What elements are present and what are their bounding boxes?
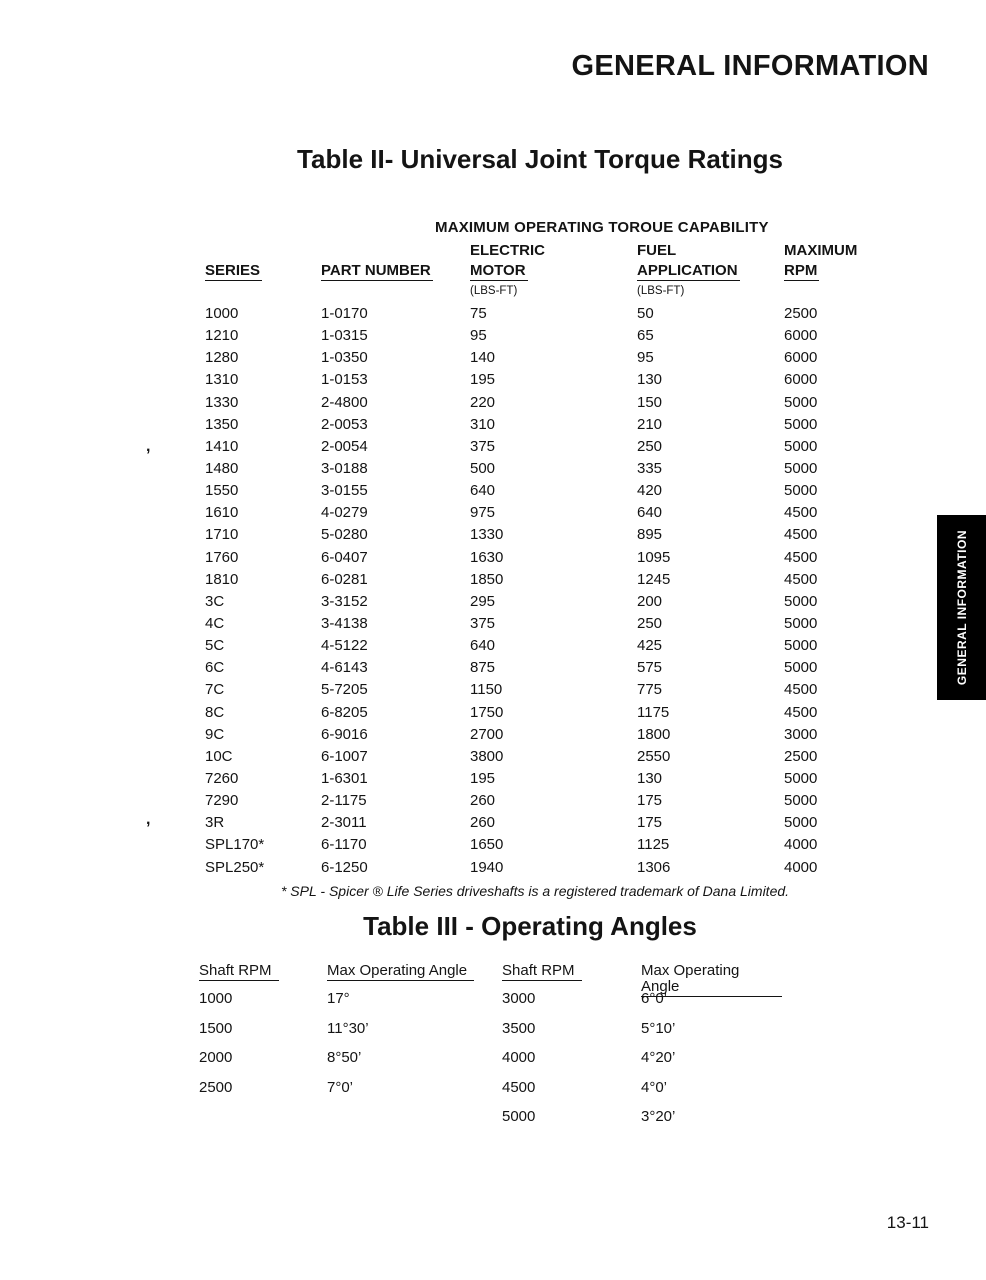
cell-electric-motor: 1630 — [470, 548, 504, 566]
cell-fuel-application: 210 — [637, 415, 663, 433]
cell-part-number: 6-0407 — [321, 548, 368, 566]
cell-part-number: 2-1175 — [321, 792, 367, 810]
cell-part-number: 3-3152 — [321, 592, 368, 610]
table-row — [205, 436, 865, 458]
spacer — [784, 285, 865, 303]
cell-part-number: 3-0188 — [321, 459, 368, 477]
cell-electric-motor: 295 — [470, 592, 496, 610]
cell-part-number: 1-0350 — [321, 349, 368, 367]
cell-series: 6C — [205, 659, 225, 677]
cell-series: SPL170* — [205, 836, 265, 854]
cell-series: 3R — [205, 814, 225, 832]
table-row — [205, 392, 865, 414]
table3-header-row — [199, 962, 782, 995]
cell-shaft-rpm-right: 4500 — [502, 1078, 536, 1096]
cell-electric-motor: 375 — [470, 614, 496, 632]
col-electric-line2-cell — [470, 263, 637, 285]
cell-max-angle-left: 17° — [327, 990, 350, 1007]
table-row — [205, 414, 865, 436]
table3-title: Table III - Operating Angles — [363, 911, 697, 941]
table-row — [205, 790, 865, 812]
cell-max-angle-right: 3°20’ — [641, 1108, 676, 1126]
cell-series: SPL250* — [205, 858, 265, 876]
table-row — [205, 768, 865, 790]
col-max-angle-right: Max Operating Angle — [641, 963, 782, 997]
cell-max-angle-right: 6°0’ — [641, 990, 668, 1007]
cell-electric-motor: 875 — [470, 659, 496, 677]
cell-fuel-application: 2550 — [637, 747, 671, 765]
cell-fuel-application: 200 — [637, 592, 663, 610]
cell-fuel-application: 1245 — [637, 570, 671, 588]
cell-part-number: 1-0315 — [321, 327, 368, 345]
table2-header-row-2 — [205, 263, 865, 285]
col-max-line2-cell — [784, 263, 865, 285]
cell-shaft-rpm-right: 3500 — [502, 1019, 536, 1037]
cell-max-rpm: 5000 — [784, 393, 818, 411]
cell-part-number: 4-5122 — [321, 637, 368, 655]
cell-series: 1810 — [205, 570, 239, 588]
cell-max-rpm: 5000 — [784, 637, 818, 655]
cell-fuel-application: 1125 — [637, 836, 670, 854]
cell-part-number: 3-0155 — [321, 482, 368, 500]
cell-part-number: 5-0280 — [321, 526, 368, 544]
col-max-angle-left: Max Operating Angle — [327, 963, 474, 981]
table-row — [199, 1014, 782, 1044]
table-row — [205, 502, 865, 524]
cell-fuel-application: 150 — [637, 393, 663, 411]
cell-electric-motor: 3800 — [470, 747, 504, 765]
cell-part-number: 6-1250 — [321, 858, 368, 876]
col-shaft-rpm-right: Shaft RPM — [502, 963, 582, 981]
cell-fuel-application: 65 — [637, 327, 654, 345]
cell-max-rpm: 4000 — [784, 858, 818, 876]
table-row — [205, 812, 865, 834]
cell-part-number: 5-7205 — [321, 681, 368, 699]
table-row — [205, 613, 865, 635]
cell-series: 7C — [205, 681, 225, 699]
cell-electric-motor: 1650 — [470, 836, 504, 854]
page-header-title: GENERAL INFORMATION — [571, 50, 929, 82]
table-row — [205, 857, 865, 879]
cell-shaft-rpm-right: 5000 — [502, 1108, 536, 1126]
cell-fuel-application: 175 — [637, 814, 663, 832]
cell-series: 1610 — [205, 504, 239, 522]
cell-part-number: 1-0170 — [321, 305, 368, 322]
page-number: 13-11 — [886, 1213, 929, 1232]
table-row — [205, 746, 865, 768]
table-row — [205, 524, 865, 546]
table2-body — [205, 303, 865, 879]
table-row — [205, 369, 865, 391]
cell-max-rpm: 5000 — [784, 459, 818, 477]
units-electric: (LBS-FT) — [470, 285, 518, 297]
cell-fuel-application: 130 — [637, 371, 663, 389]
cell-electric-motor: 500 — [470, 459, 496, 477]
cell-max-rpm: 5000 — [784, 614, 818, 632]
spacer — [205, 285, 321, 303]
cell-max-rpm: 5000 — [784, 769, 818, 787]
units-fuel: (LBS-FT) — [637, 285, 685, 297]
cell-max-rpm: 5000 — [784, 792, 818, 810]
cell-electric-motor: 1850 — [470, 570, 504, 588]
cell-shaft-rpm-left: 2500 — [199, 1078, 233, 1096]
cell-fuel-application: 175 — [637, 792, 663, 810]
cell-fuel-application: 775 — [637, 681, 663, 699]
table-row — [199, 1043, 782, 1073]
cell-electric-motor: 375 — [470, 437, 496, 455]
cell-max-angle-right: 4°0’ — [641, 1078, 668, 1096]
cell-electric-motor: 260 — [470, 792, 496, 810]
cell-series: 1710 — [205, 526, 239, 544]
cell-fuel-application: 250 — [637, 614, 663, 632]
cell-series: 8C — [205, 703, 225, 721]
cell-max-rpm: 5000 — [784, 437, 818, 455]
cell-max-angle-left: 7°0’ — [327, 1078, 354, 1096]
cell-max-rpm: 4500 — [784, 681, 818, 699]
stray-mark: , — [146, 438, 151, 455]
col-max-line1: MAXIMUM — [784, 242, 858, 259]
table3 — [199, 963, 782, 1132]
table-row — [205, 480, 865, 502]
cell-part-number: 2-4800 — [321, 393, 368, 411]
cell-part-number: 2-0054 — [321, 437, 368, 455]
cell-series: 1350 — [205, 415, 239, 433]
cell-max-angle-left: 11°30’ — [327, 1019, 369, 1037]
cell-max-rpm: 5000 — [784, 659, 818, 677]
cell-fuel-application: 895 — [637, 526, 663, 544]
table2-title: Table II- Universal Joint Torque Ratings — [297, 144, 783, 174]
table-row — [205, 834, 865, 856]
table-row — [205, 591, 865, 613]
table-row — [205, 657, 865, 679]
cell-electric-motor: 75 — [470, 305, 487, 322]
cell-max-rpm: 5000 — [784, 415, 818, 433]
cell-fuel-application: 640 — [637, 504, 663, 522]
cell-part-number: 2-3011 — [321, 814, 367, 832]
cell-max-rpm: 2500 — [784, 747, 818, 765]
cell-max-rpm: 4500 — [784, 548, 818, 566]
col-electric-line1: ELECTRIC — [470, 242, 545, 259]
cell-fuel-application: 1306 — [637, 858, 671, 876]
cell-electric-motor: 975 — [470, 504, 496, 522]
col-fuel-line2-cell — [637, 263, 784, 285]
spacer — [205, 243, 321, 263]
cell-max-rpm: 4000 — [784, 836, 818, 854]
cell-electric-motor: 1330 — [470, 526, 504, 544]
cell-fuel-application: 1095 — [637, 548, 671, 566]
table2-caption: MAXIMUM OPERATING TOROUE CAPABILITY — [435, 219, 769, 236]
cell-shaft-rpm-left: 2000 — [199, 1049, 233, 1067]
table-row — [199, 1073, 782, 1103]
cell-electric-motor: 640 — [470, 482, 496, 500]
cell-part-number: 4-6143 — [321, 659, 368, 677]
cell-max-rpm: 4500 — [784, 570, 818, 588]
cell-fuel-application: 425 — [637, 637, 663, 655]
cell-part-number: 1-0153 — [321, 371, 368, 389]
cell-shaft-rpm-right: 3000 — [502, 990, 536, 1007]
cell-series: 9C — [205, 725, 225, 743]
cell-part-number: 6-1007 — [321, 747, 368, 765]
cell-part-number: 6-8205 — [321, 703, 368, 721]
cell-max-angle-left: 8°50’ — [327, 1049, 362, 1067]
col-fuel-line1: FUEL — [637, 242, 677, 259]
cell-max-angle-left — [327, 1102, 502, 1132]
cell-fuel-application: 420 — [637, 482, 663, 500]
cell-series: 1280 — [205, 349, 239, 367]
cell-max-rpm: 5000 — [784, 592, 818, 610]
table2-units-row — [205, 285, 865, 303]
cell-series: 10C — [205, 747, 233, 765]
table-row — [205, 724, 865, 746]
col-fuel-line2: APPLICATION — [637, 262, 738, 279]
cell-series: 5C — [205, 637, 225, 655]
col-part-number: PART NUMBER — [321, 262, 431, 279]
cell-electric-motor: 195 — [470, 769, 496, 787]
col-electric-line2: MOTOR — [470, 262, 526, 279]
table-row — [205, 679, 865, 701]
cell-fuel-application: 95 — [637, 349, 654, 367]
cell-electric-motor: 640 — [470, 637, 496, 655]
table-row — [205, 547, 865, 569]
cell-series: 7260 — [205, 769, 239, 787]
cell-electric-motor: 2700 — [470, 725, 504, 743]
cell-max-rpm: 5000 — [784, 814, 818, 832]
spacer — [321, 285, 470, 303]
cell-fuel-application: 130 — [637, 769, 663, 787]
cell-max-rpm: 3000 — [784, 725, 818, 743]
cell-max-rpm: 4500 — [784, 504, 818, 522]
cell-fuel-application: 1800 — [637, 725, 671, 743]
cell-part-number: 6-1170 — [321, 836, 367, 854]
table-row — [205, 635, 865, 657]
cell-series: 3C — [205, 592, 225, 610]
cell-series: 1310 — [205, 371, 239, 389]
col-max-line2: RPM — [784, 262, 818, 279]
cell-shaft-rpm-left: 1000 — [199, 990, 233, 1007]
cell-fuel-application: 575 — [637, 659, 663, 677]
cell-max-rpm: 5000 — [784, 482, 818, 500]
table-row — [199, 1102, 782, 1132]
table-row — [205, 702, 865, 724]
side-tab — [937, 515, 986, 700]
side-tab-label: GENERAL INFORMATION — [954, 529, 969, 686]
col-series: SERIES — [205, 262, 261, 279]
cell-series: 1760 — [205, 548, 239, 566]
cell-part-number: 1-6301 — [321, 769, 368, 787]
cell-series: 1410 — [205, 437, 239, 455]
cell-series: 1210 — [205, 327, 239, 345]
cell-fuel-application: 335 — [637, 459, 663, 477]
cell-series: 1330 — [205, 393, 239, 411]
cell-electric-motor: 1750 — [470, 703, 504, 721]
cell-series: 4C — [205, 614, 225, 632]
table-row — [205, 347, 865, 369]
cell-max-rpm: 2500 — [784, 305, 818, 322]
cell-max-rpm: 4500 — [784, 526, 818, 544]
cell-series: 1550 — [205, 482, 239, 500]
cell-series: 1480 — [205, 459, 239, 477]
cell-electric-motor: 95 — [470, 327, 487, 345]
cell-part-number: 6-0281 — [321, 570, 368, 588]
cell-max-rpm: 6000 — [784, 327, 818, 345]
table-row — [205, 458, 865, 480]
stray-mark: , — [146, 811, 151, 828]
cell-max-rpm: 6000 — [784, 371, 818, 389]
cell-shaft-rpm-left — [199, 1102, 327, 1132]
spacer — [321, 243, 470, 263]
cell-part-number: 4-0279 — [321, 504, 368, 522]
table-row — [205, 569, 865, 591]
cell-part-number: 6-9016 — [321, 725, 368, 743]
cell-electric-motor: 140 — [470, 349, 496, 367]
table-row — [205, 325, 865, 347]
cell-electric-motor: 1940 — [470, 858, 504, 876]
cell-electric-motor: 310 — [470, 415, 496, 433]
cell-max-angle-right: 4°20’ — [641, 1049, 676, 1067]
cell-part-number: 2-0053 — [321, 415, 368, 433]
cell-part-number: 3-4138 — [321, 614, 368, 632]
cell-electric-motor: 260 — [470, 814, 496, 832]
cell-electric-motor: 195 — [470, 371, 496, 389]
cell-fuel-application: 50 — [637, 305, 654, 322]
col-part-number-cell — [321, 263, 470, 285]
cell-shaft-rpm-left: 1500 — [199, 1019, 233, 1037]
cell-series: 7290 — [205, 792, 239, 810]
cell-max-rpm: 6000 — [784, 349, 818, 367]
col-series-cell — [205, 263, 321, 285]
cell-fuel-application: 250 — [637, 437, 663, 455]
table2 — [205, 220, 865, 900]
cell-max-angle-right: 5°10’ — [641, 1019, 676, 1037]
table3-body — [199, 984, 782, 1132]
cell-shaft-rpm-right: 4000 — [502, 1049, 536, 1067]
cell-fuel-application: 1175 — [637, 703, 670, 721]
cell-electric-motor: 220 — [470, 393, 496, 411]
cell-max-rpm: 4500 — [784, 703, 818, 721]
cell-series: 1000 — [205, 305, 239, 322]
col-shaft-rpm-left: Shaft RPM — [199, 963, 279, 981]
table-row — [205, 303, 865, 325]
table2-footnote: * SPL - Spicer ® Life Series driveshafts is a registered trademark of Dana Limited. — [280, 882, 790, 899]
table2-header-row-1 — [205, 243, 865, 263]
cell-electric-motor: 1150 — [470, 681, 503, 699]
table-row — [199, 984, 782, 1014]
